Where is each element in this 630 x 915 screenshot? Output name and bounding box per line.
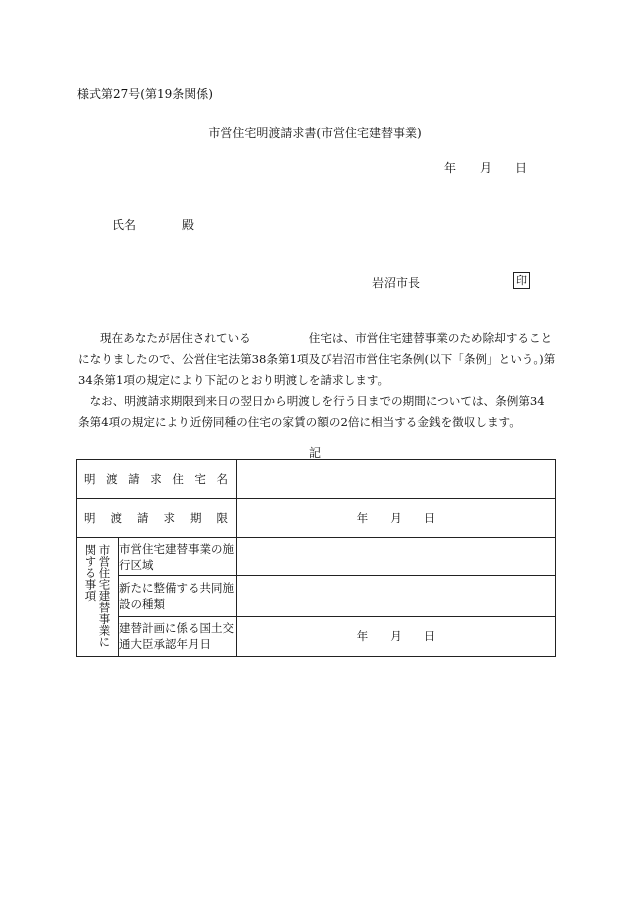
row2-date: 年 月 日 bbox=[356, 511, 436, 525]
sub2-value-cell[interactable] bbox=[237, 576, 556, 616]
body-text bbox=[78, 328, 556, 433]
row1-value-cell[interactable] bbox=[237, 460, 556, 499]
document-title: 市営住宅明渡請求書(市営住宅建替事業) bbox=[208, 126, 422, 140]
sub2-label: 新たに整備する共同施設の種類 bbox=[119, 576, 237, 616]
form-number: 様式第27号(第19条関係) bbox=[77, 87, 213, 101]
sub1-label: 市営住宅建替事業の施行区域 bbox=[119, 538, 237, 576]
body-paragraph-2: なお、明渡請求期限到来日の翌日から明渡しを行う日までの期間については、条例第34条第4項の規定により近傍同種の住宅の家賃の額の2倍に相当する金銭を徴収します。 bbox=[78, 394, 545, 429]
row1-label: 明 渡 請 求 住 宅 名 bbox=[84, 472, 228, 486]
seal-mark: 印 bbox=[513, 272, 530, 289]
row1-label-cell bbox=[77, 460, 237, 499]
sub3-value-cell[interactable] bbox=[237, 616, 556, 656]
row2-label: 明 渡 請 求 期 限 bbox=[84, 511, 228, 525]
table-row bbox=[77, 499, 556, 538]
table-row bbox=[77, 576, 556, 616]
sub1-value-cell[interactable] bbox=[237, 538, 556, 576]
sub3-date: 年 月 日 bbox=[356, 629, 436, 644]
date-year: 年 bbox=[444, 161, 457, 175]
date-month: 月 bbox=[480, 161, 493, 175]
table-row bbox=[77, 538, 556, 576]
body-paragraph-1: 現在あなたが居住されている 住宅は、市営住宅建替事業のため除却することになりましたので、公営住宅法第38条第1項及び岩沼市営住宅条例(以下「条例」という。)第34条第1項の規定により下記のとおり明渡しを請求します。 bbox=[78, 331, 556, 387]
request-table bbox=[76, 459, 556, 657]
date-day: 日 bbox=[515, 161, 528, 175]
row2-value-cell[interactable] bbox=[237, 499, 556, 538]
group-label-cell bbox=[77, 538, 119, 657]
issuer-name: 岩沼市長 bbox=[372, 276, 421, 290]
addressee-suffix: 殿 bbox=[182, 218, 195, 232]
sub3-label: 建替計画に係る国土交通大臣承認年月日 bbox=[119, 616, 237, 656]
table-row bbox=[77, 616, 556, 656]
addressee-label: 氏名 bbox=[112, 218, 137, 232]
table-row bbox=[77, 460, 556, 499]
ki-heading: 記 bbox=[308, 446, 321, 460]
group-label: 市営住宅建替事業に関する事項 bbox=[83, 544, 112, 648]
row2-label-cell bbox=[77, 499, 237, 538]
